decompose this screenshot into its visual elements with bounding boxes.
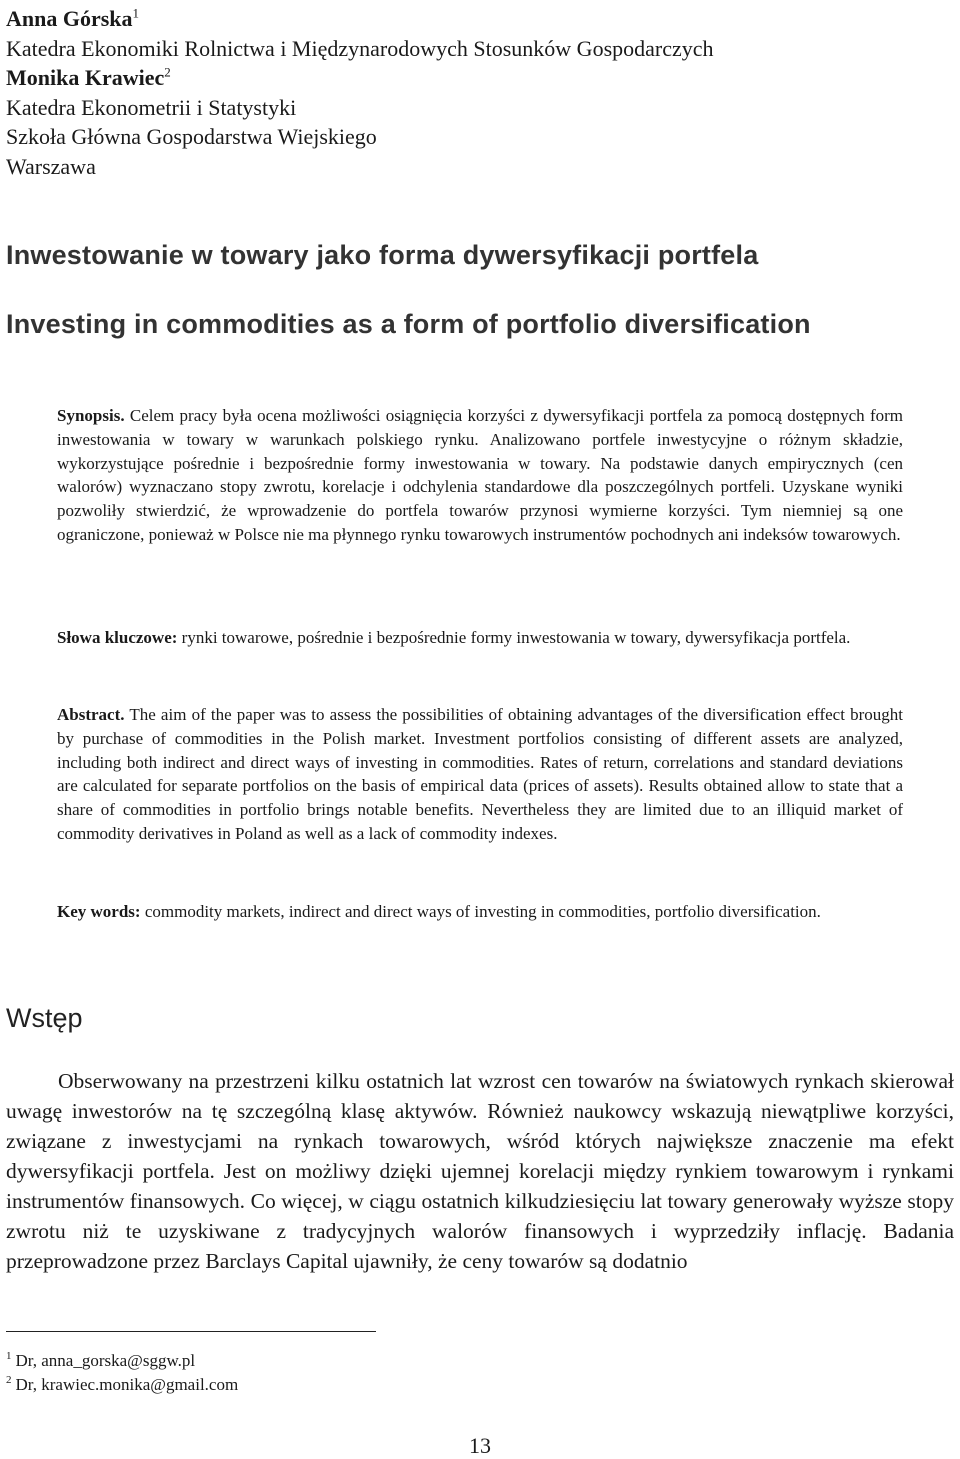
author-1-name: Anna Górska [6,6,133,31]
intro-text: Obserwowany na przestrzeni kilku ostatnich lat wzrost cen towarów na światowych rynkach skierował uwagę inwestorów na tę szczególną klasę aktywów. Również naukowcy wskazują niewątpliwe korzyści, związane z inwestycjami na rynkach towarowych, wśród których największe znaczenie ma efekt dywersyfikacji portfela. Jest on możliwy dzięki ujemnej korelacji między rynkiem towarowym i rynkami instrumentów finansowych. Co więcej, w ciągu ostatnich kilkudziesięciu lat towary generowały wyższe stopy zwrotu niż te uzyskiwane z tradycyjnych walorów finansowych i wyprzedziły inflację. Badania przeprowadzone przez Barclays Capital ujawniły, że ceny towarów są dodatnio [6,1069,954,1273]
paper-title-english: Investing in commodities as a form of portfolio diversification [6,309,811,339]
keywords-english-text: commodity markets, indirect and direct ways of investing in commodities, portfolio diversification. [140,902,821,921]
synopsis-text: Celem pracy była ocena możliwości osiągnięcia korzyści z dywersyfikacji portfela za pomocą dostępnych form inwestowania w towary w warunkach polskiego rynku. Analizowano portfele inwestycyjne o różnym składzie, wykorzystujące pośrednie i bezpośrednie formy inwestowania w towary. Na podstawie danych empirycznych (cen walorów) wyznaczano stopy zwrotu, korelacje i odchylenia standardowe dla poszczególnych portfeli. Uzyskane wyniki pozwoliły stwierdzić, że wprowadzenie do portfela towarów przynosi wymierne korzyści. Tym niemniej są one ograniczone, ponieważ w Polsce nie ma płynnego rynku towarowych instrumentów pochodnych ani indeksów towarowych. [57,406,903,544]
synopsis-paragraph [57,404,903,547]
keywords-polish [57,626,903,650]
author-block [6,4,946,182]
author-2-name: Monika Krawiec [6,65,165,91]
footnote-1 [6,1350,195,1372]
city: Warszawa [6,153,96,179]
footnote-ref-2[interactable]: 2 [164,64,171,80]
author-1-department: Katedra Ekonomiki Rolnictwa i Międzynarodowych Stosunków Gospodarczych [6,35,714,61]
intro-paragraph [6,1066,954,1276]
footnote-separator [6,1331,376,1332]
abstract-label: Abstract. [57,705,125,724]
author-1-line [6,4,946,34]
footnote-2-mark: 2 [6,1374,12,1387]
footnote-1-mark: 1 [6,1350,12,1363]
keywords-polish-label: Słowa kluczowe: [57,628,178,647]
abstract-paragraph [57,703,903,846]
author-2-line [6,63,946,93]
paper-title-polish: Inwestowanie w towary jako forma dywersyfikacji portfela [6,240,759,270]
footnote-ref-1[interactable]: 1 [132,5,140,21]
footnote-2-text: Dr, krawiec.monika@gmail.com [15,1375,239,1394]
keywords-english [57,900,903,924]
section-heading: Wstęp [6,1003,83,1033]
abstract-text: The aim of the paper was to assess the possibilities of obtaining advantages of the diversification effect brought by purchase of commodities in the Polish market. Investment portfolios consisting of different assets are analyzed, including both indirect and direct ways of investing in commodities. Rates of return, correlations and standard deviations are calculated for separate portfolios on the basis of empirical data (prices of assets). Results obtained allow to state that a share of commodities in portfolio brings notable benefits. Nevertheless they are limited due to an illiquid market of commodity derivatives in Poland as well as a lack of commodity indexes. [57,705,903,843]
keywords-english-label: Key words: [57,902,141,921]
page-number: 13 [469,1433,491,1458]
synopsis-label: Synopsis. [57,406,125,425]
footnote-1-text: Dr, anna_gorska@sggw.pl [15,1351,196,1370]
author-2-department: Katedra Ekonometrii i Statystyki [6,94,297,120]
institution: Szkoła Główna Gospodarstwa Wiejskiego [6,124,377,150]
keywords-polish-text: rynki towarowe, pośrednie i bezpośrednie formy inwestowania w towary, dywersyfikacja portfela. [177,628,851,647]
footnote-2 [6,1374,238,1396]
